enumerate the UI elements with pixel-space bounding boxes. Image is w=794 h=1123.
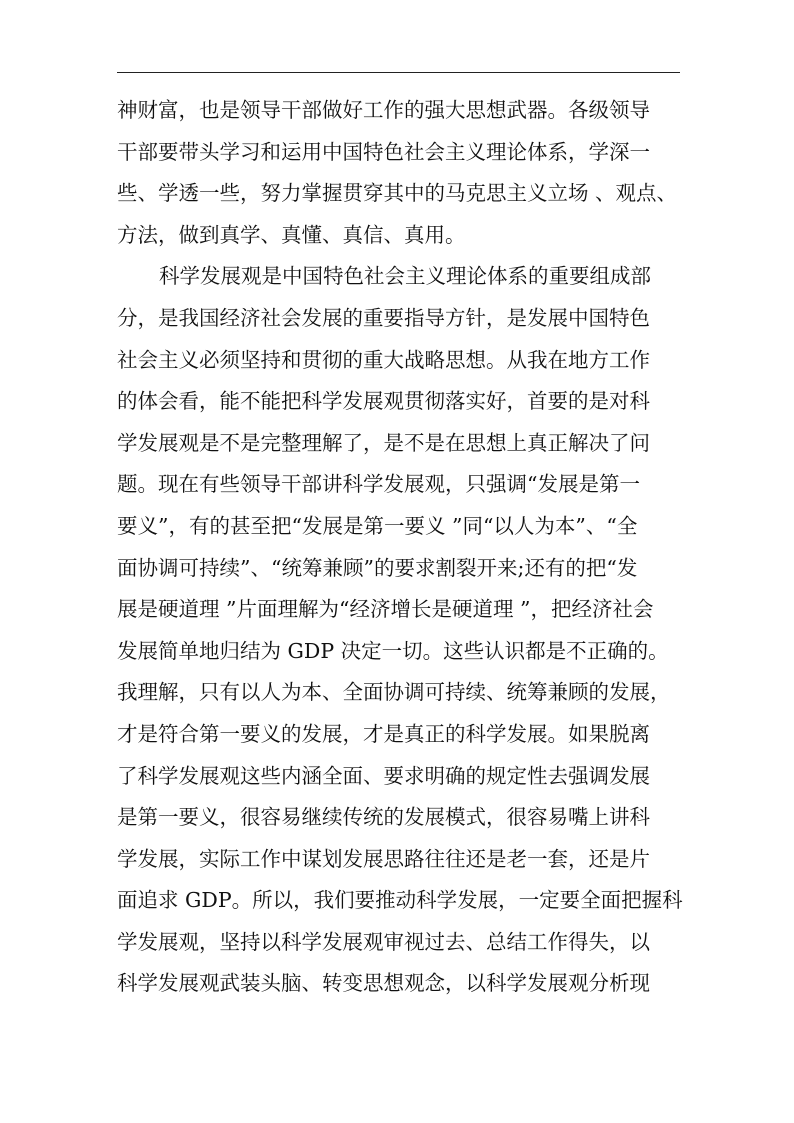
text-line: 学发展观，坚持以科学发展观审视过去、总结工作得失，以 [117, 929, 650, 954]
text-line: 是第一要义，很容易继续传统的发展模式，很容易嘴上讲科 [117, 805, 650, 830]
text-line: 学发展，实际工作中谋划发展思路往往还是老一套，还是片 [117, 846, 650, 871]
paragraph-first-line: 科学发展观是中国特色社会主义理论体系的重要组成部 [159, 264, 651, 289]
text-line: 学发展观是不是完整理解了，是不是在思想上真正解决了问 [117, 430, 650, 455]
text-line: 面协调可持续”、“统筹兼顾”的要求割裂开来;还有的把“发 [117, 555, 638, 580]
text-line: 些、学透一些，努力掌握贯穿其中的马克思主义立场 、观点、 [117, 181, 678, 206]
text-line: 社会主义必须坚持和贯彻的重大战略思想。从我在地方工作 [117, 347, 650, 372]
text-line: 分，是我国经济社会发展的重要指导方针，是发展中国特色 [117, 305, 650, 330]
text-line: 展是硬道理 ”片面理解为“经济增长是硬道理 ”，把经济社会 [117, 597, 654, 622]
text-line: 面追求 GDP。所以，我们要推动科学发展，一定要全面把握科 [117, 888, 683, 913]
text-line: 的体会看，能不能把科学发展观贯彻落实好，首要的是对科 [117, 389, 650, 414]
text-line: 题。现在有些领导干部讲科学发展观，只强调“发展是第一 [117, 472, 640, 497]
text-line: 要义”，有的甚至把“发展是第一要义 ”同“以人为本”、“全 [117, 513, 638, 538]
text-line: 科学发展观武装头脑、转变思想观念，以科学发展观分析现 [117, 971, 650, 996]
text-line: 发展简单地归结为 GDP 决定一切。这些认识都是不正确的。 [117, 638, 669, 663]
text-line: 方法，做到真学、真懂、真信、真用。 [117, 222, 466, 247]
text-line: 了科学发展观这些内涵全面、要求明确的规定性去强调发展 [117, 763, 650, 788]
text-line: 干部要带头学习和运用中国特色社会主义理论体系，学深一 [117, 139, 650, 164]
document-body [117, 90, 683, 1005]
text-line: 我理解，只有以人为本、全面协调可持续、统筹兼顾的发展， [117, 680, 671, 705]
header-rule [117, 72, 680, 73]
text-line: 才是符合第一要义的发展，才是真正的科学发展。如果脱离 [117, 721, 650, 746]
text-line: 神财富，也是领导干部做好工作的强大思想武器。各级领导 [117, 98, 650, 122]
